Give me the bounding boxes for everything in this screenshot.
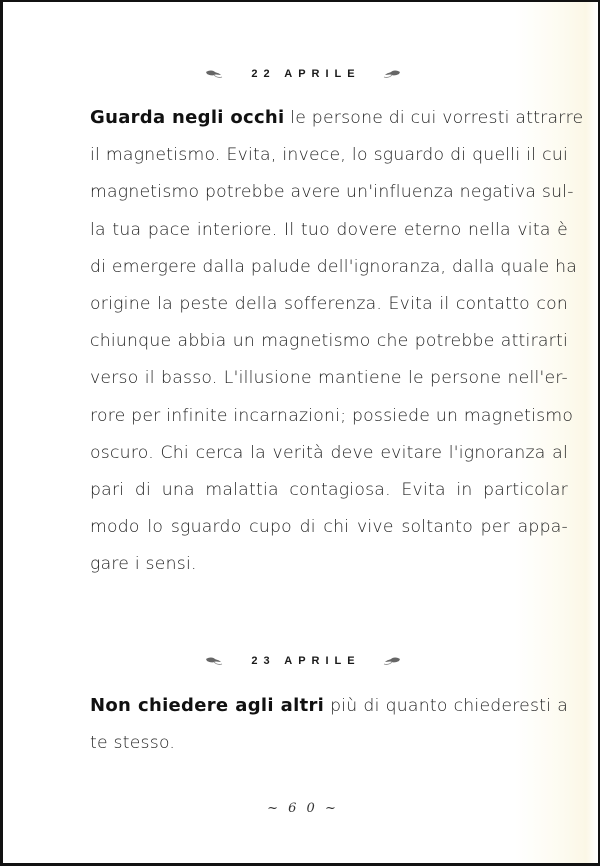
date-label: 22 APRILE — [251, 68, 361, 80]
entry-line: modo lo sguardo cupo di chi vive soltanto per appa- — [90, 517, 568, 538]
date-header-23-april — [3, 655, 600, 667]
entry-line: Non chiedere agli altri più di quanto chiederesti a — [90, 695, 568, 716]
entry-line: verso il basso. L'illusione mantiene le persone nell'er- — [90, 368, 568, 389]
entry-line: rore per infinite incarnazioni; possiede un magnetismo — [90, 405, 574, 426]
entry-line: gare i sensi. — [90, 554, 197, 575]
entry-line: oscuro. Chi cerca la verità deve evitare l'ignoranza al — [90, 442, 568, 463]
date-header-22-april — [3, 68, 600, 80]
entry-line: di emergere dalla palude dell'ignoranza, dalla quale ha — [90, 256, 578, 277]
entry-lead: Guarda negli occhi — [90, 107, 285, 128]
entry-line: te stesso. — [90, 733, 176, 754]
entry-line: il magnetismo. Evita, invece, lo sguardo di quelli il cui — [90, 145, 568, 166]
left-ornament-icon — [205, 69, 223, 79]
left-ornament-icon — [205, 656, 223, 666]
page-number: ~ 6 0 ~ — [267, 801, 339, 816]
entry-line: origine la peste della sofferenza. Evita il contatto con — [90, 294, 568, 315]
entry-line: pari di una malattia contagiosa. Evita in particolar — [90, 480, 568, 501]
entry-line: magnetismo potrebbe avere un'influenza negativa sul- — [90, 182, 574, 203]
entry-22-april — [90, 99, 584, 584]
right-ornament-icon — [383, 656, 401, 666]
date-label: 23 APRILE — [251, 655, 361, 667]
entry-line: la tua pace interiore. Il tuo dovere eterno nella vita è — [90, 219, 568, 240]
entry-23-april — [90, 687, 568, 762]
right-ornament-icon — [383, 69, 401, 79]
entry-line: Guarda negli occhi le persone di cui vorresti attrarre — [90, 107, 584, 128]
entry-line: chiunque abbia un magnetismo che potrebbe attirarti — [90, 331, 568, 352]
entry-lead: Non chiedere agli altri — [90, 695, 325, 716]
